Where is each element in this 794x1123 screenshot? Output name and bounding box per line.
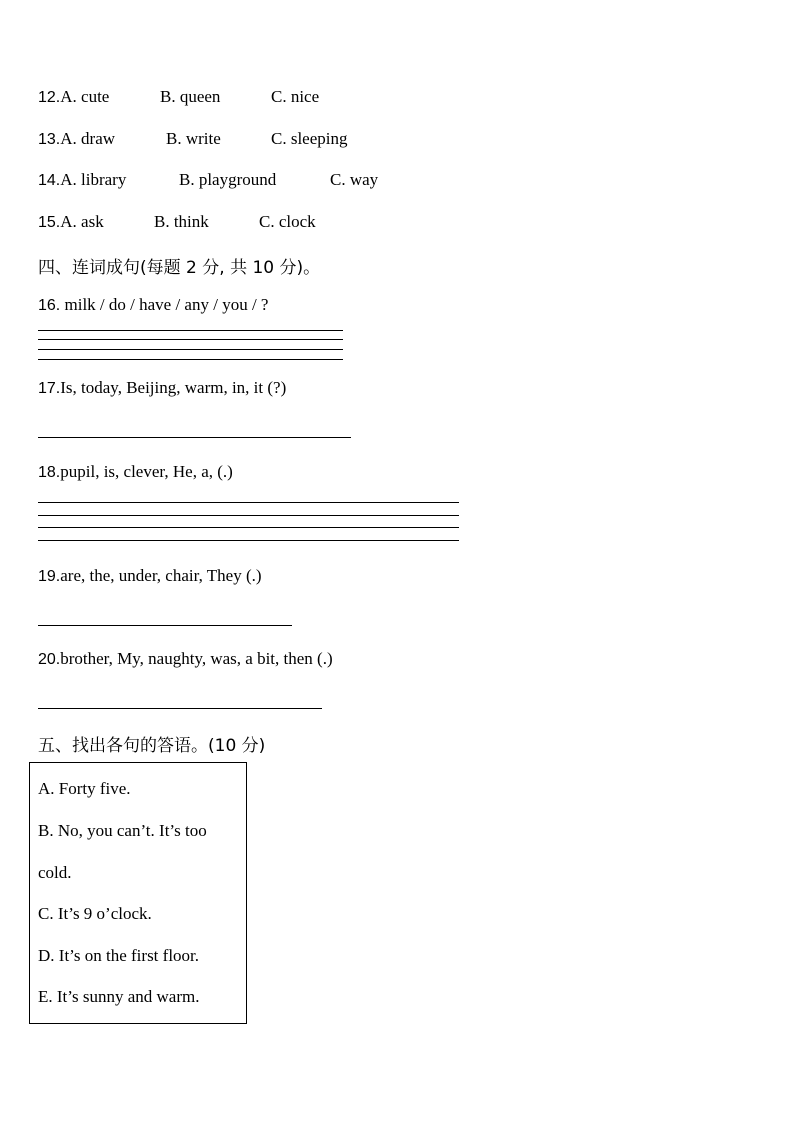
question-number: 12. xyxy=(38,89,61,106)
question-number: 19. xyxy=(38,568,61,585)
answer-option-d: D. It’s on the first floor. xyxy=(38,946,200,965)
question-number: 20. xyxy=(38,651,61,668)
question-text: brother, My, naughty, was, a bit, then (.) xyxy=(60,649,333,668)
answer-line[interactable] xyxy=(38,437,351,438)
question-text: milk / do / have / any / you / ? xyxy=(60,295,269,314)
answer-line[interactable] xyxy=(38,339,343,340)
option-c: C. nice xyxy=(271,87,320,106)
answer-line[interactable] xyxy=(38,502,459,503)
sentence-question-18 xyxy=(38,462,233,482)
option-c: C. sleeping xyxy=(271,129,348,148)
answer-option-c: C. It’s 9 o’clock. xyxy=(38,904,152,923)
answer-line[interactable] xyxy=(38,708,322,709)
question-text: are, the, under, chair, They (.) xyxy=(60,566,262,585)
option-b: B. queen xyxy=(160,87,221,106)
option-b: B. playground xyxy=(179,170,277,189)
option-b: B. think xyxy=(154,212,209,231)
sentence-question-17 xyxy=(38,378,286,398)
option-c: C. clock xyxy=(259,212,316,231)
answer-line[interactable] xyxy=(38,330,343,331)
answer-option-b: B. No, you can’t. It’s too xyxy=(38,821,207,840)
option-a: A. ask xyxy=(60,212,104,231)
question-number: 17. xyxy=(38,380,61,397)
sentence-question-20 xyxy=(38,649,333,669)
sentence-question-16 xyxy=(38,295,268,315)
answer-options-box xyxy=(29,762,247,1024)
option-a: A. library xyxy=(60,170,127,189)
question-text: pupil, is, clever, He, a, (.) xyxy=(60,462,233,481)
answer-line[interactable] xyxy=(38,540,459,541)
option-a: A. draw xyxy=(60,129,116,148)
answer-line[interactable] xyxy=(38,349,343,350)
question-text: Is, today, Beijing, warm, in, it (?) xyxy=(60,378,287,397)
option-c: C. way xyxy=(330,170,379,189)
section-4-heading: 四、连词成句(每题 2 分, 共 10 分)。 xyxy=(38,258,321,278)
answer-option-e: E. It’s sunny and warm. xyxy=(38,987,200,1006)
question-number: 18. xyxy=(38,464,61,481)
answer-line[interactable] xyxy=(38,515,459,516)
sentence-question-19 xyxy=(38,566,262,586)
answer-line[interactable] xyxy=(38,359,343,360)
question-number: 14. xyxy=(38,172,61,189)
question-number: 16. xyxy=(38,297,61,314)
answer-option-a: A. Forty five. xyxy=(38,779,131,798)
option-a: A. cute xyxy=(60,87,110,106)
question-number: 13. xyxy=(38,131,61,148)
answer-line[interactable] xyxy=(38,527,459,528)
option-b: B. write xyxy=(166,129,221,148)
section-5-heading: 五、找出各句的答语。(10 分) xyxy=(38,736,266,756)
answer-line[interactable] xyxy=(38,625,292,626)
answer-option-b-continued: cold. xyxy=(38,863,72,882)
question-number: 15. xyxy=(38,214,61,231)
